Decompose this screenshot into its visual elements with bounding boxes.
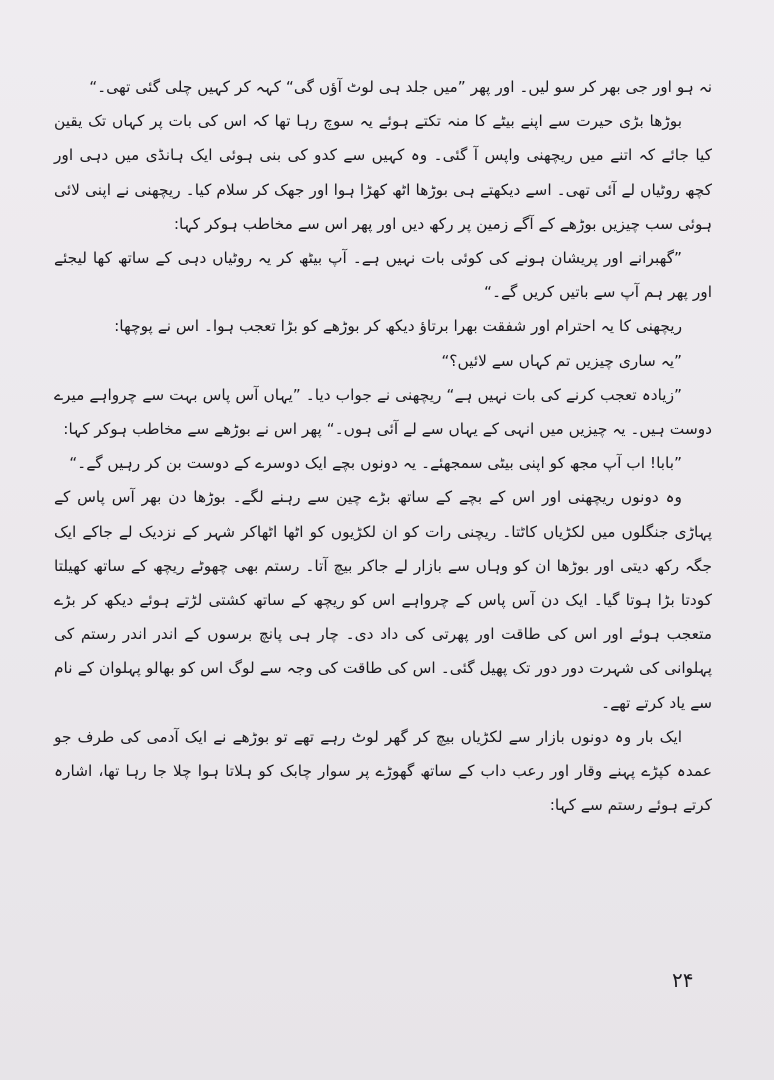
page-text	[54, 70, 712, 822]
paragraph-7: ”بابا! اب آپ مجھ کو اپنی بیٹی سمجھئے۔ یہ دونوں بچے ایک دوسرے کے دوست بن کر رہیں گے۔“	[69, 454, 682, 473]
paragraph-6: ”زیادہ تعجب کرنے کی بات نہیں ہے“ ریچھنی نے جواب دیا۔ ”یہاں آس پاس بہت سے چرواہے میرے دوست ہیں۔ یہ چیزیں میں انہی کے یہاں سے لے آئی ہوں۔“ پھر اس نے بوڑھے سے مخاطب ہوکر کہا:	[54, 385, 712, 439]
paragraph-8: وہ دونوں ریچھنی اور اس کے بچے کے ساتھ بڑے چین سے رہنے لگے۔ بوڑھا دن بھر آس پاس کے پہاڑی جنگلوں میں لکڑیاں کاٹتا۔ ریچنی رات کو ان لکڑیوں کو اٹھا اٹھاکر شہر کے نزدیک لے جاکے ایک جگہ رکھ دیتی اور بوڑھا ان کو وہاں سے بازار لے جاکر بیچ آتا۔ رستم بھی چھوٹے ریچھ کے ساتھ کھیلتا کودتا بڑا ہوتا گیا۔ ایک دن آس پاس کے چرواہے اس کو ریچھ کے ساتھ کشتی لڑتے ہوئے دیکھ کر بڑے متعجب ہوئے اور اس کی طاقت اور پھرتی کی داد دی۔ چار ہی پانچ برسوں کے اندر اندر رستم کی پہلوانی کی شہرت دور دور تک پھیل گئی۔ اس کی طاقت کی وجہ سے لوگ اس کو بھالو پہلوان کے نام سے یاد کرتے تھے۔	[54, 488, 712, 712]
paragraph-4: ریچھنی کا یہ احترام اور شفقت بھرا برتاؤ دیکھ کر بوڑھے کو بڑا تعجب ہوا۔ اس نے پوچھا:	[114, 317, 682, 336]
page-number: ۲۴	[672, 968, 694, 992]
paragraph-9: ایک بار وہ دونوں بازار سے لکڑیاں بیچ کر گھر لوٹ رہے تھے تو بوڑھے نے ایک آدمی کی طرف جو عمدہ کپڑے پہنے وقار اور رعب داب کے ساتھ گھوڑے پر سوار چابک کو ہلاتا ہوا چلا جا رہا تھا، اشارہ کرتے ہوئے رستم سے کہا:	[54, 727, 712, 815]
paragraph-5: ”یہ ساری چیزیں تم کہاں سے لائیں؟“	[441, 351, 682, 370]
paragraph-3: ”گھبرانے اور پریشان ہونے کی کوئی بات نہیں ہے۔ آپ بیٹھ کر یہ روٹیاں دہی کے ساتھ کھا لیجئے اور پھر ہم آپ سے باتیں کریں گے۔“	[54, 249, 712, 302]
paragraph-1: نہ ہو اور جی بھر کر سو لیں۔ اور پھر ”میں جلد ہی لوٹ آؤں گی“ کہہ کر کہیں چلی گئی تھی۔“	[89, 78, 712, 96]
paragraph-2: بوڑھا بڑی حیرت سے اپنے بیٹے کا منہ تکتے ہوئے یہ سوچ رہا تھا کہ اس کی بات پر کہاں تک یقین کیا جائے کہ اتنے میں ریچھنی واپس آ گئی۔ وہ کہیں سے کدو کی بنی ہوئی ایک ہانڈی میں دہی اور کچھ روٹیاں لے آئی تھی۔ اسے دیکھتے ہی بوڑھا اٹھ کھڑا ہوا اور جھک کر سلام کیا۔ ریچھنی نے اپنی لائی ہوئی سب چیزیں بوڑھے کے آگے زمین پر رکھ دیں اور پھر اس سے مخاطب ہوکر کہا:	[54, 112, 712, 233]
